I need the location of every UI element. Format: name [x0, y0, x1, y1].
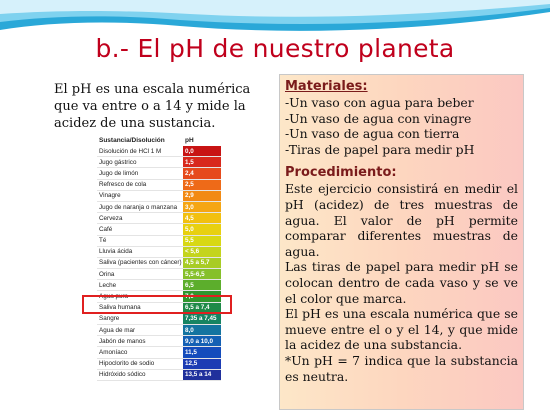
- procedimiento-paragraph: Las tiras de papel para medir pH se colocan dentro de cada vaso y se ve el color que marca.: [285, 259, 518, 306]
- ph-value-cell: 6,5 a 7,4: [183, 302, 221, 313]
- substance-name: Té: [97, 235, 183, 246]
- ph-table-row: [97, 146, 221, 157]
- ph-value-cell: < 5,6: [183, 246, 221, 257]
- ph-value-cell: 5,5: [183, 235, 221, 246]
- info-panel: [279, 74, 524, 410]
- ph-table-row: [97, 190, 221, 201]
- ph-table-row: [97, 179, 221, 190]
- substance-name: Amoníaco: [97, 347, 183, 358]
- ph-value-cell: 6,5: [183, 280, 221, 291]
- materiales-item: -Un vaso de agua con tierra: [285, 126, 460, 142]
- procedimiento-heading: Procedimiento:: [285, 165, 397, 181]
- materiales-heading: Materiales:: [285, 79, 368, 94]
- substance-name: Hipoclorito de sodio: [97, 358, 183, 369]
- substance-name: Hidróxido sódico: [97, 369, 183, 380]
- substance-name: Lluvia ácida: [97, 246, 183, 257]
- ph-value-cell: 5,0: [183, 224, 221, 235]
- ph-value-cell: 9,0 a 10,0: [183, 336, 221, 347]
- materiales-item: -Un vaso con agua para beber: [285, 95, 474, 110]
- ph-value-cell: 4,5: [183, 213, 221, 224]
- substance-name: Refresco de cola: [97, 179, 183, 190]
- substance-name: Jugo de limón: [97, 168, 183, 179]
- procedimiento-paragraph: *Un pH = 7 indica que la substancia es neutra.: [285, 352, 518, 384]
- procedimiento-section: [285, 165, 518, 384]
- ph-value-cell: 1,5: [183, 157, 221, 168]
- procedimiento-paragraph: Este ejercicio consistirá en medir el pH (acidez) de tres muestras de agua. El valor de pH permite comparar diferentes muestras de agua.: [285, 181, 518, 259]
- ph-table-row: [97, 325, 221, 336]
- ph-value-cell: 7,0: [183, 291, 221, 302]
- materiales-item: -Tiras de papel para medir pH: [285, 141, 475, 157]
- substance-name: Vinagre: [97, 190, 183, 201]
- page-title: b.- El pH de nuestro planeta: [95, 34, 455, 63]
- header-ph: pH: [185, 137, 194, 144]
- agua-pura-highlight-box: [82, 295, 232, 314]
- ph-value-cell: 7,35 a 7,45: [183, 313, 221, 324]
- substance-name: Saliva humana: [97, 302, 183, 313]
- ph-table-header: [97, 135, 221, 146]
- ph-table-row: [97, 168, 221, 179]
- header-wave-decoration: [0, 0, 550, 38]
- ph-table-row: [97, 369, 221, 380]
- substance-name: Saliva (pacientes con cáncer): [97, 257, 183, 268]
- ph-table-row: [97, 224, 221, 235]
- ph-table-row: [97, 246, 221, 257]
- ph-value-cell: 0,0: [183, 146, 221, 157]
- substance-name: Cerveza: [97, 213, 183, 224]
- substance-name: Agua pura: [97, 291, 183, 302]
- ph-table-row: [97, 157, 221, 168]
- ph-table-row: [97, 257, 221, 268]
- ph-table: [97, 135, 221, 381]
- ph-table-row: [97, 269, 221, 280]
- ph-value-cell: 2,4: [183, 168, 221, 179]
- substance-name: Orina: [97, 269, 183, 280]
- ph-value-cell: 2,5: [183, 179, 221, 190]
- ph-table-row: [97, 201, 221, 212]
- header-substance: Sustancia/Disolución: [99, 137, 165, 144]
- procedimiento-paragraph: El pH es una escala numérica que se mueve entre el o y el 14, y que mide la acidez de una substancia.: [285, 306, 518, 353]
- substance-name: Leche: [97, 280, 183, 291]
- ph-value-cell: 11,5: [183, 347, 221, 358]
- ph-value-cell: 3,0: [183, 201, 221, 212]
- ph-table-row: [97, 347, 221, 358]
- ph-table-row: [97, 280, 221, 291]
- substance-name: Jugo gástrico: [97, 157, 183, 168]
- ph-value-cell: 5,5-6,5: [183, 269, 221, 280]
- substance-name: Agua de mar: [97, 325, 183, 336]
- ph-value-cell: 12,5: [183, 358, 221, 369]
- ph-table-row: [97, 213, 221, 224]
- ph-table-row: [97, 313, 221, 324]
- ph-table-row: [97, 358, 221, 369]
- substance-name: Sangre: [97, 313, 183, 324]
- intro-text: El pH es una escala numérica que va entre o a 14 y mide la acidez de una sustancia.: [54, 82, 251, 131]
- ph-table-row: [97, 235, 221, 246]
- substance-name: Disolución de HCl 1 M: [97, 146, 183, 157]
- ph-table-row: [97, 336, 221, 347]
- ph-table-body: [97, 146, 221, 380]
- ph-table-image: [97, 135, 221, 411]
- materiales-list: [285, 95, 518, 157]
- ph-value-cell: 8,0: [183, 325, 221, 336]
- substance-name: Jugo de naranja o manzana: [97, 201, 183, 212]
- ph-value-cell: 2,9: [183, 190, 221, 201]
- ph-value-cell: 4,5 a 5,7: [183, 257, 221, 268]
- substance-name: Café: [97, 224, 183, 235]
- substance-name: Jabón de manos: [97, 336, 183, 347]
- materiales-item: -Un vaso de agua con vinagre: [285, 110, 472, 126]
- ph-value-cell: 13,5 a 14: [183, 369, 221, 380]
